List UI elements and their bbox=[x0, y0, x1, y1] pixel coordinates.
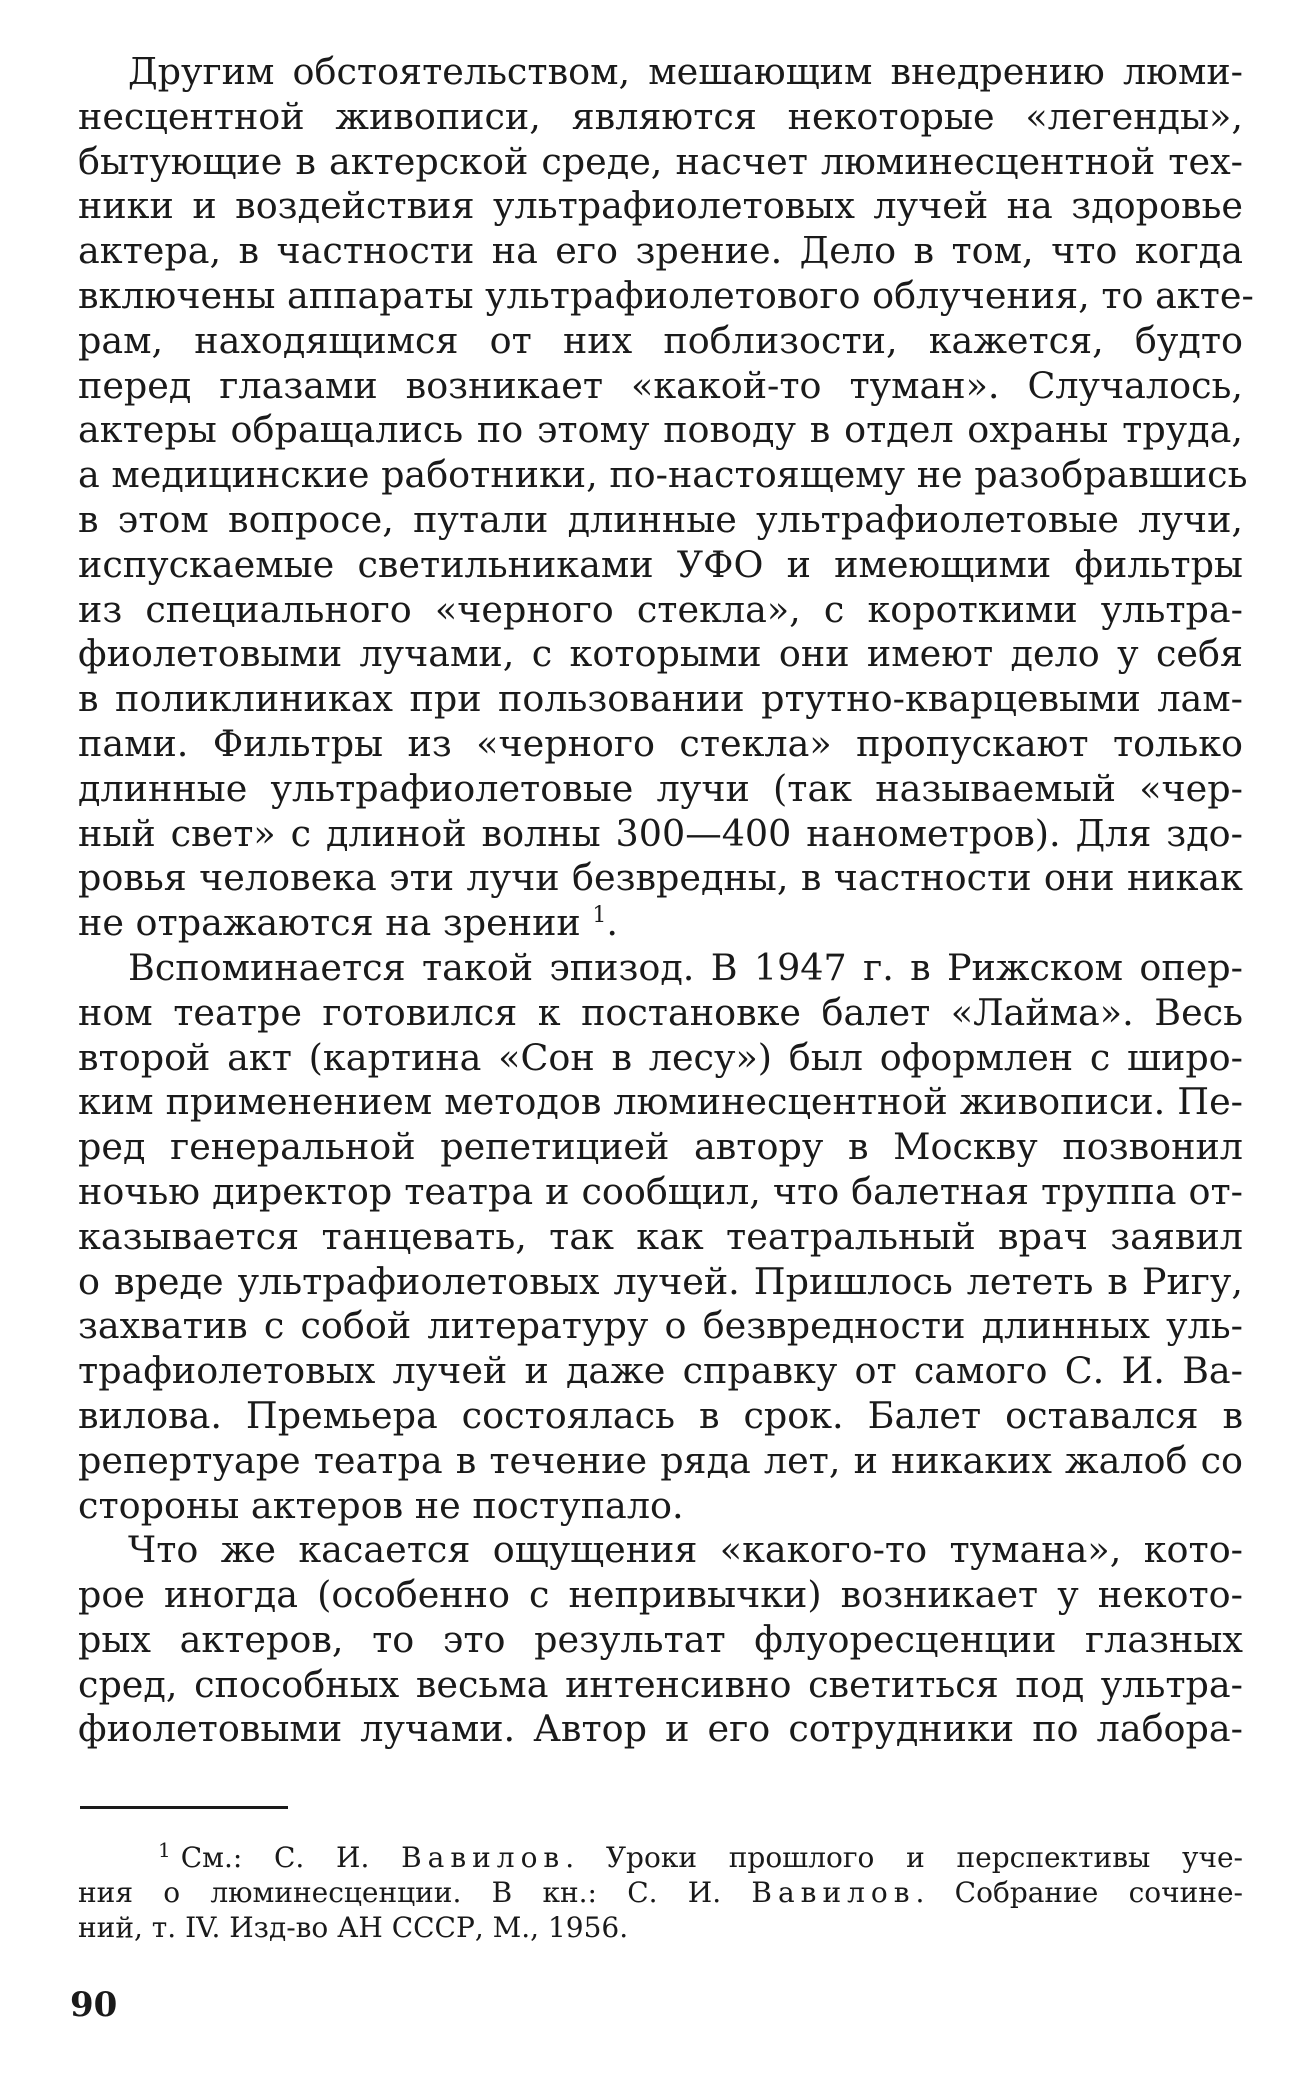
text-line: сред, способных весьма интенсивно светиться под ультра- bbox=[78, 1662, 1243, 1706]
text-line: ким применением методов люминесцентной живописи. Пе- bbox=[78, 1080, 1243, 1124]
text-line: пами. Фильтры из «черного стекла» пропускают только bbox=[78, 721, 1243, 765]
footnote-line bbox=[78, 1875, 1243, 1910]
text-line: в этом вопросе, путали длинные ультрафиолетовые лучи, bbox=[78, 497, 1243, 541]
text-line: ники и воздействия ультрафиолетовых лучей на здоровье bbox=[78, 184, 1243, 228]
text-line: Вспоминается такой эпизод. В 1947 г. в Рижском опер- bbox=[128, 945, 1243, 989]
footnote-author: Вавилов bbox=[401, 1841, 566, 1874]
text-line: актера, в частности на его зрение. Дело в том, что когда bbox=[78, 229, 1243, 273]
text-line: в поликлиниках при пользовании ртутно-кварцевыми лам- bbox=[78, 677, 1243, 721]
text-line: захватив с собой литературу о безвредности длинных уль- bbox=[78, 1304, 1243, 1348]
text-line: Другим обстоятельством, мешающим внедрению люми- bbox=[128, 50, 1243, 93]
footnote-line: ний, т. IV. Изд-во АН СССР, М., 1956. bbox=[78, 1911, 629, 1944]
footnote-text: . Уроки прошлого и перспективы уче- bbox=[565, 1841, 1243, 1874]
footnote-reference[interactable]: 1 bbox=[592, 902, 607, 928]
paragraph-2 bbox=[78, 946, 1243, 1528]
text-line: включены аппараты ультрафиолетового облучения, то акте- bbox=[78, 273, 1254, 317]
text-line: фиолетовыми лучами, с которыми они имеют дело у себя bbox=[78, 632, 1243, 676]
page-number: 90 bbox=[70, 1985, 118, 2025]
text-line: испускаемые светильниками УФО и имеющими фильтры bbox=[78, 542, 1243, 586]
text-line: казывается танцевать, так как театральный врач заявил bbox=[78, 1214, 1243, 1258]
footnote-author: Вавилов bbox=[751, 1876, 916, 1909]
text-line: второй акт (картина «Сон в лесу») был оформлен с широ- bbox=[78, 1035, 1243, 1079]
paragraph-3 bbox=[78, 1528, 1243, 1752]
footnote-text: . Собрание сочине- bbox=[915, 1876, 1243, 1909]
text-line: рое иногда (особенно с непривычки) возникает у некото- bbox=[78, 1573, 1243, 1617]
text-line: ровья человека эти лучи безвредны, в частности они никак bbox=[78, 856, 1243, 900]
footnote-line bbox=[78, 1837, 1243, 1875]
text-line: ном театре готовился к постановке балет «Лайма». Весь bbox=[78, 990, 1243, 1034]
text-line: длинные ультрафиолетовые лучи (так называемый «чер- bbox=[78, 766, 1243, 810]
footnote-divider bbox=[80, 1806, 288, 1809]
text-line: бытующие в актерской среде, насчет люминесцентной тех- bbox=[78, 139, 1243, 183]
text-line: не отражаются на зрении $^1$. bbox=[78, 901, 618, 945]
footnote-text: ния о люминесценции. В кн.: С. И. bbox=[78, 1876, 752, 1909]
text-line-content: не отражаются на зрении bbox=[78, 901, 581, 945]
footnote bbox=[78, 1837, 1243, 1945]
text-line: ный свет» с длиной волны 300—400 нанометров). Для здо- bbox=[78, 811, 1243, 855]
text-line: несцентной живописи, являются некоторые «легенды», bbox=[78, 94, 1243, 138]
text-line: фиолетовыми лучами. Автор и его сотрудники по лабора- bbox=[78, 1707, 1243, 1751]
paragraph-1 bbox=[78, 50, 1254, 946]
footnote-text: См.: С. И. bbox=[180, 1841, 402, 1874]
text-line: перед глазами возникает «какой-то туман». Случалось, bbox=[78, 363, 1243, 407]
text-line: рых актеров, то это результат флуоресценции глазных bbox=[78, 1617, 1243, 1661]
text-line: стороны актеров не поступало. bbox=[78, 1483, 684, 1527]
main-text bbox=[78, 50, 1254, 1752]
text-line: рам, находящимся от них поблизости, кажется, будто bbox=[78, 318, 1243, 362]
text-line: репертуаре театра в течение ряда лет, и никаких жалоб со bbox=[78, 1438, 1243, 1482]
text-line: ночью директор театра и сообщил, что балетная труппа от- bbox=[78, 1169, 1243, 1213]
text-line: актеры обращались по этому поводу в отдел охраны труда, bbox=[78, 408, 1243, 452]
text-line: а медицинские работники, по-настоящему не разобравшись bbox=[78, 453, 1248, 497]
footnote-mark: 1 bbox=[158, 1837, 171, 1862]
text-line: вилова. Премьера состоялась в срок. Балет оставался в bbox=[78, 1393, 1243, 1437]
text-line: трафиолетовых лучей и даже справку от самого С. И. Ва- bbox=[78, 1349, 1243, 1393]
text-line: из специального «черного стекла», с короткими ультра- bbox=[78, 587, 1243, 631]
text-line: о вреде ультрафиолетовых лучей. Пришлось лететь в Ригу, bbox=[78, 1259, 1243, 1303]
text-line: ред генеральной репетицией автору в Москву позвонил bbox=[78, 1125, 1243, 1169]
text-line: Что же касается ощущения «какого-то тумана», кото- bbox=[128, 1528, 1243, 1572]
